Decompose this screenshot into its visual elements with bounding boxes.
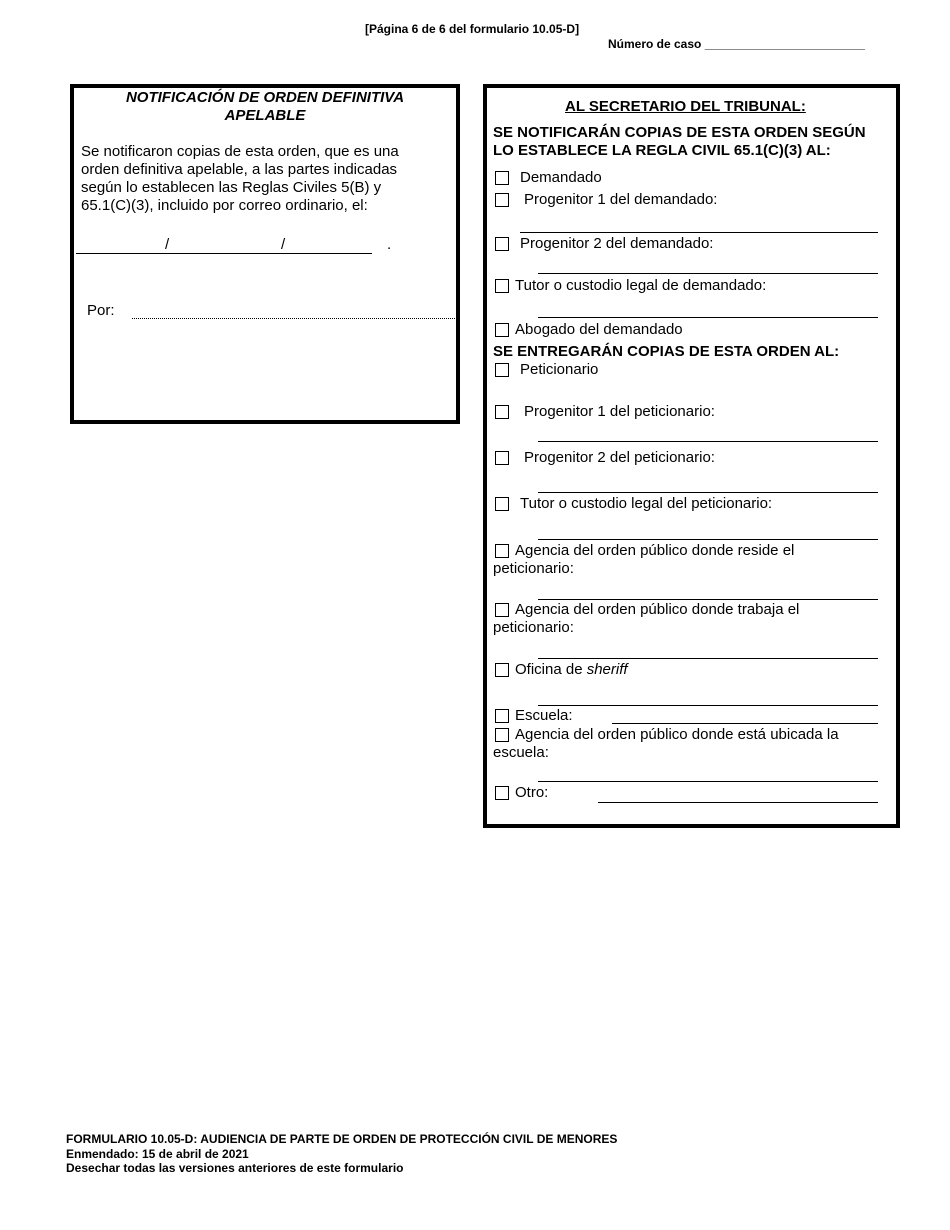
input-line-tutor-peticionario[interactable]	[538, 539, 878, 540]
label-agencia-escuela-line2: escuela:	[493, 744, 549, 761]
checkbox-otro[interactable]	[495, 786, 509, 800]
label-agencia-trabaja-line2: peticionario:	[493, 619, 574, 636]
input-line-oficina-sheriff[interactable]	[538, 705, 878, 706]
checkbox-oficina-sheriff[interactable]	[495, 663, 509, 677]
input-line-agencia-trabaja[interactable]	[538, 658, 878, 659]
case-number-label: Número de caso ________________________	[608, 37, 865, 51]
checkbox-tutor-peticionario[interactable]	[495, 497, 509, 511]
notice-body	[81, 143, 399, 215]
footer-discard-note: Desechar todas las versiones anteriores de este formulario	[66, 1161, 404, 1175]
notify-heading	[493, 124, 866, 160]
label-otro: Otro:	[515, 784, 549, 801]
appealable-order-notice-box	[70, 84, 460, 424]
label-oficina-sheriff	[515, 661, 628, 679]
by-label: Por:	[87, 302, 115, 319]
notice-body-line3: según lo establecen las Reglas Civiles 5(B) y	[81, 179, 382, 196]
label-demandado: Demandado	[520, 169, 602, 186]
checkbox-abogado-demandado[interactable]	[495, 323, 509, 337]
checkbox-progenitor2-demandado[interactable]	[495, 237, 509, 251]
input-line-progenitor2-demandado[interactable]	[538, 273, 878, 274]
checkbox-progenitor2-peticionario[interactable]	[495, 451, 509, 465]
notice-title-line1: NOTIFICACIÓN DE ORDEN DEFINITIVA	[125, 89, 405, 106]
input-line-otro[interactable]	[598, 802, 878, 803]
deliver-heading: SE ENTREGARÁN COPIAS DE ESTA ORDEN AL:	[493, 343, 840, 360]
notify-heading-line1: SE NOTIFICARÁN COPIAS DE ESTA ORDEN SEGÚN	[493, 124, 866, 141]
notice-body-line4: 65.1(C)(3), incluido por correo ordinario, el:	[81, 197, 368, 214]
date-end-period: .	[387, 236, 392, 253]
label-peticionario: Peticionario	[520, 361, 599, 378]
label-tutor-demandado: Tutor o custodio legal de demandado:	[515, 277, 767, 294]
checkbox-progenitor1-demandado[interactable]	[495, 193, 509, 207]
label-escuela: Escuela:	[515, 707, 573, 724]
checkbox-agencia-trabaja[interactable]	[495, 603, 509, 617]
date-field[interactable]	[76, 253, 372, 254]
label-progenitor2-peticionario: Progenitor 2 del peticionario:	[524, 449, 715, 466]
checkbox-demandado[interactable]	[495, 171, 509, 185]
notice-body-line2: orden definitiva apelable, a las partes indicadas	[81, 161, 398, 178]
notice-body-line1: Se notificaron copias de esta orden, que es una	[81, 143, 399, 160]
notify-heading-line2: LO ESTABLECE LA REGLA CIVIL 65.1(C)(3) AL:	[493, 142, 831, 159]
label-tutor-peticionario: Tutor o custodio legal del peticionario:	[520, 495, 773, 512]
label-agencia-trabaja-line1: Agencia del orden público donde trabaja el	[515, 601, 800, 618]
input-line-tutor-demandado[interactable]	[538, 317, 878, 318]
clerk-title: AL SECRETARIO DEL TRIBUNAL:	[565, 98, 806, 115]
input-line-agencia-escuela[interactable]	[538, 781, 878, 782]
checkbox-agencia-reside[interactable]	[495, 544, 509, 558]
checkbox-progenitor1-peticionario[interactable]	[495, 405, 509, 419]
label-progenitor1-peticionario: Progenitor 1 del peticionario:	[524, 403, 715, 420]
footer-form-title: FORMULARIO 10.05-D: AUDIENCIA DE PARTE DE ORDEN DE PROTECCIÓN CIVIL DE MENORES	[66, 1132, 618, 1146]
label-oficina-italic: sheriff	[586, 661, 628, 678]
footer-amended-date: Enmendado: 15 de abril de 2021	[66, 1146, 249, 1161]
date-separator-2: /	[281, 236, 286, 253]
page-indicator: [Página 6 de 6 del formulario 10.05-D]	[365, 22, 580, 36]
label-agencia-reside-line2: peticionario:	[493, 560, 574, 577]
label-oficina-prefix: Oficina de	[515, 661, 583, 678]
label-abogado-demandado: Abogado del demandado	[515, 321, 683, 338]
label-agencia-escuela-line1: Agencia del orden público donde está ubicada la	[515, 726, 839, 743]
input-line-progenitor2-peticionario[interactable]	[538, 492, 878, 493]
label-progenitor2-demandado: Progenitor 2 del demandado:	[520, 235, 714, 252]
date-separator-1: /	[165, 236, 170, 253]
checkbox-agencia-escuela[interactable]	[495, 728, 509, 742]
notice-title	[74, 89, 456, 125]
footer	[66, 1132, 617, 1176]
checkbox-tutor-demandado[interactable]	[495, 279, 509, 293]
checkbox-peticionario[interactable]	[495, 363, 509, 377]
input-line-progenitor1-demandado[interactable]	[520, 232, 878, 233]
input-line-agencia-reside[interactable]	[538, 599, 878, 600]
input-line-progenitor1-peticionario[interactable]	[538, 441, 878, 442]
by-signature-field[interactable]	[132, 318, 455, 319]
label-agencia-reside-line1: Agencia del orden público donde reside el	[515, 542, 795, 559]
checkbox-escuela[interactable]	[495, 709, 509, 723]
input-line-escuela[interactable]	[612, 723, 878, 724]
notice-title-line2: APELABLE	[224, 107, 306, 124]
label-progenitor1-demandado: Progenitor 1 del demandado:	[524, 191, 718, 208]
